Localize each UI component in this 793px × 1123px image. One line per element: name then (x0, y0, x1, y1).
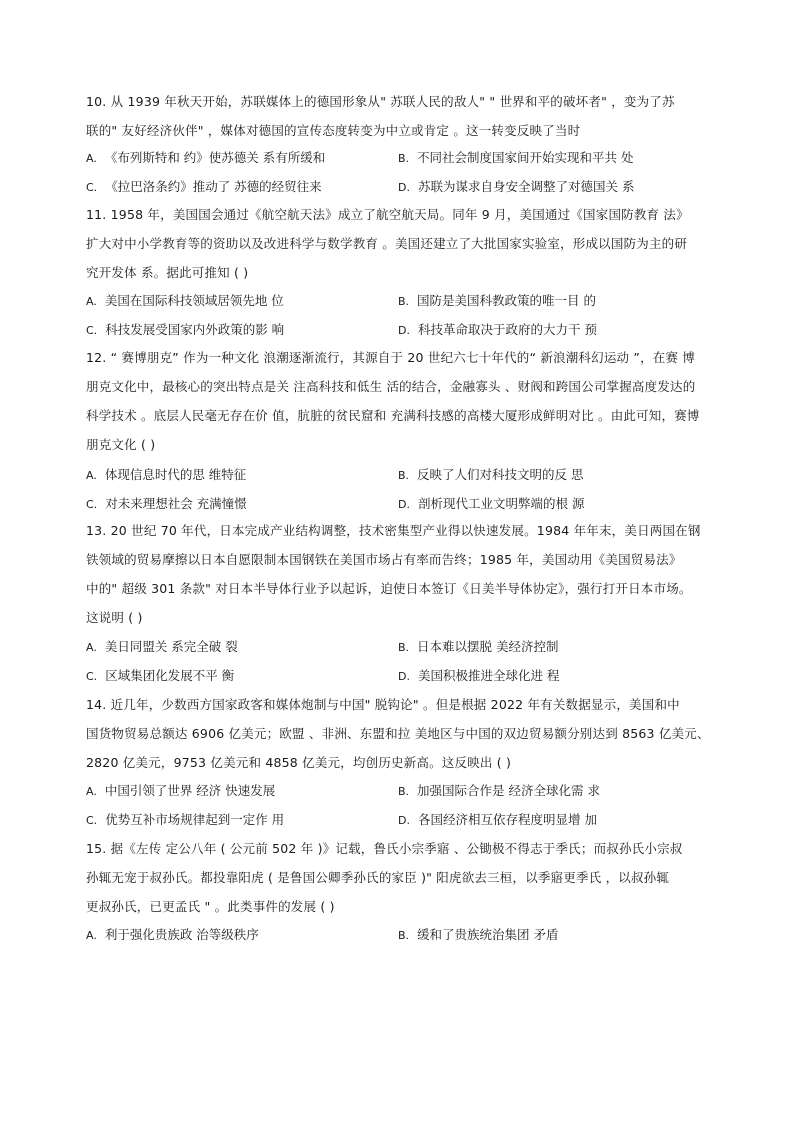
question-line: 朋克文化 ( ) (86, 437, 156, 452)
question-line: 孙辄无宠于叔孙氏。都投靠阳虎 ( 是鲁国公卿季孙氏的家臣 )" 阳虎欲去三桓，以季寤更季氏 ，以叔孙辄 (86, 870, 670, 885)
question-line: 国货物贸易总额达 6906 亿美元；欧盟 、非洲、东盟和拉 美地区与中国的双边贸易额分别达到 8563 亿美元、 (86, 726, 710, 741)
question-line: 扩大对中小学教育等的资助以及改进科学与数学教育 。美国还建立了大批国家实验室，形成以国防为主的研 (86, 236, 688, 251)
question-15-options (86, 920, 726, 949)
question-line: 中的" 超级 301 条款" 对日本半导体行业予以起诉，迫使日本签订《日美半导体协定》，强行打开日本市场。 (86, 581, 692, 596)
question-10-options (86, 143, 726, 201)
question-line: 2820 亿美元，9753 亿美元和 4858 亿美元，均创历史新高。这反映出 ( ) (86, 755, 512, 770)
question-line: 这说明 ( ) (86, 610, 143, 625)
question-line: 铁领域的贸易摩擦以日本自愿限制本国钢铁在美国市场占有率而告终；1985 年，美国动用《美国贸易法》 (86, 552, 682, 567)
option-a: A. 中国引领了世界 经济 快速发展 (86, 783, 276, 798)
question-line: 联的" 友好经济伙伴" ，媒体对德国的宣传态度转变为中立或肯定 。这一转变反映了当时 (86, 123, 581, 138)
option-a: A. 《布列斯特和 约》使苏德关 系有所缓和 (86, 150, 326, 165)
option-c: C. 对未来理想社会 充满憧憬 (86, 496, 247, 511)
option-a: A. 利于强化贵族政 治等级秩序 (86, 927, 259, 942)
question-14-options (86, 776, 726, 834)
question-line: 科学技术 。底层人民毫无存在价 值，肮脏的贫民窟和 充满科技感的高楼大厦形成鲜明对比 。由此可知，赛博 (86, 408, 700, 423)
question-13-options (86, 632, 726, 690)
option-b: B. 国防是美国科教政策的唯一目 的 (398, 293, 597, 308)
option-b: B. 不同社会制度国家间开始实现和平共 处 (398, 150, 634, 165)
option-a: A. 美日同盟关 系完全破 裂 (86, 639, 238, 654)
question-12-stem (86, 343, 726, 459)
question-line: 15. 据《左传 定公八年 ( 公元前 502 年 )》记载，鲁氏小宗季寤 、公锄极不得志于季氏；而叔孙氏小宗叔 (86, 841, 683, 856)
question-line: 14. 近几年，少数西方国家政客和媒体炮制与中国" 脱钩论" 。但是根据 2022 年有关数据显示，美国和中 (86, 697, 680, 712)
option-c: C. 《拉巴洛条约》推动了 苏德的经贸往来 (86, 179, 322, 194)
option-a: A. 体现信息时代的思 维特征 (86, 467, 247, 482)
question-15-stem (86, 834, 726, 921)
question-14-stem (86, 690, 726, 777)
option-a: A. 美国在国际科技领域居领先地 位 (86, 293, 284, 308)
option-d: D. 剖析现代工业文明弊端的根 源 (398, 496, 585, 511)
question-11-stem (86, 200, 726, 287)
question-line: 11. 1958 年，美国国会通过《航空航天法》成立了航空航天局。同年 9 月，美国通过《国家国防教育 法》 (86, 207, 689, 222)
option-c: C. 区域集团化发展不平 衡 (86, 668, 235, 683)
question-line: 13. 20 世纪 70 年代，日本完成产业结构调整，技术密集型产业得以快速发展。1984 年年末，美日两国在钢 (86, 523, 701, 538)
question-12-options (86, 460, 726, 518)
option-c: C. 科技发展受国家内外政策的影 响 (86, 322, 285, 337)
question-line: 12. “ 赛博朋克” 作为一种文化 浪潮逐渐流行，其源自于 20 世纪六七十年代的“ 新浪潮科幻运动 ”，在赛 博 (86, 350, 696, 365)
question-line: 究开发体 系。据此可推知 ( ) (86, 265, 249, 280)
option-b: B. 加强国际合作是 经济全球化需 求 (398, 783, 600, 798)
option-b: B. 日本难以摆脱 美经济控制 (398, 639, 559, 654)
option-d: D. 科技革命取决于政府的大力干 预 (398, 322, 597, 337)
option-d: D. 苏联为谋求自身安全调整了对德国关 系 (398, 179, 635, 194)
question-10-stem (86, 87, 726, 145)
option-d: D. 美国积极推进全球化进 程 (398, 668, 560, 683)
option-d: D. 各国经济相互依存程度明显增 加 (398, 812, 597, 827)
option-b: B. 反映了人们对科技文明的反 思 (398, 467, 584, 482)
question-line: 更叔孙氏，已更孟氏 " 。此类事件的发展 ( ) (86, 899, 335, 914)
option-c: C. 优势互补市场规律起到一定作 用 (86, 812, 285, 827)
option-b: B. 缓和了贵族统治集团 矛盾 (398, 927, 559, 942)
question-11-options (86, 286, 726, 344)
question-13-stem (86, 516, 726, 632)
question-line: 10. 从 1939 年秋天开始，苏联媒体上的德国形象从" 苏联人民的敌人" " 世界和平的破坏者" ，变为了苏 (86, 94, 675, 109)
question-line: 朋克文化中，最核心的突出特点是关 注高科技和低生 活的结合，金融寡头 、财阀和跨国公司掌握高度发达的 (86, 379, 696, 394)
